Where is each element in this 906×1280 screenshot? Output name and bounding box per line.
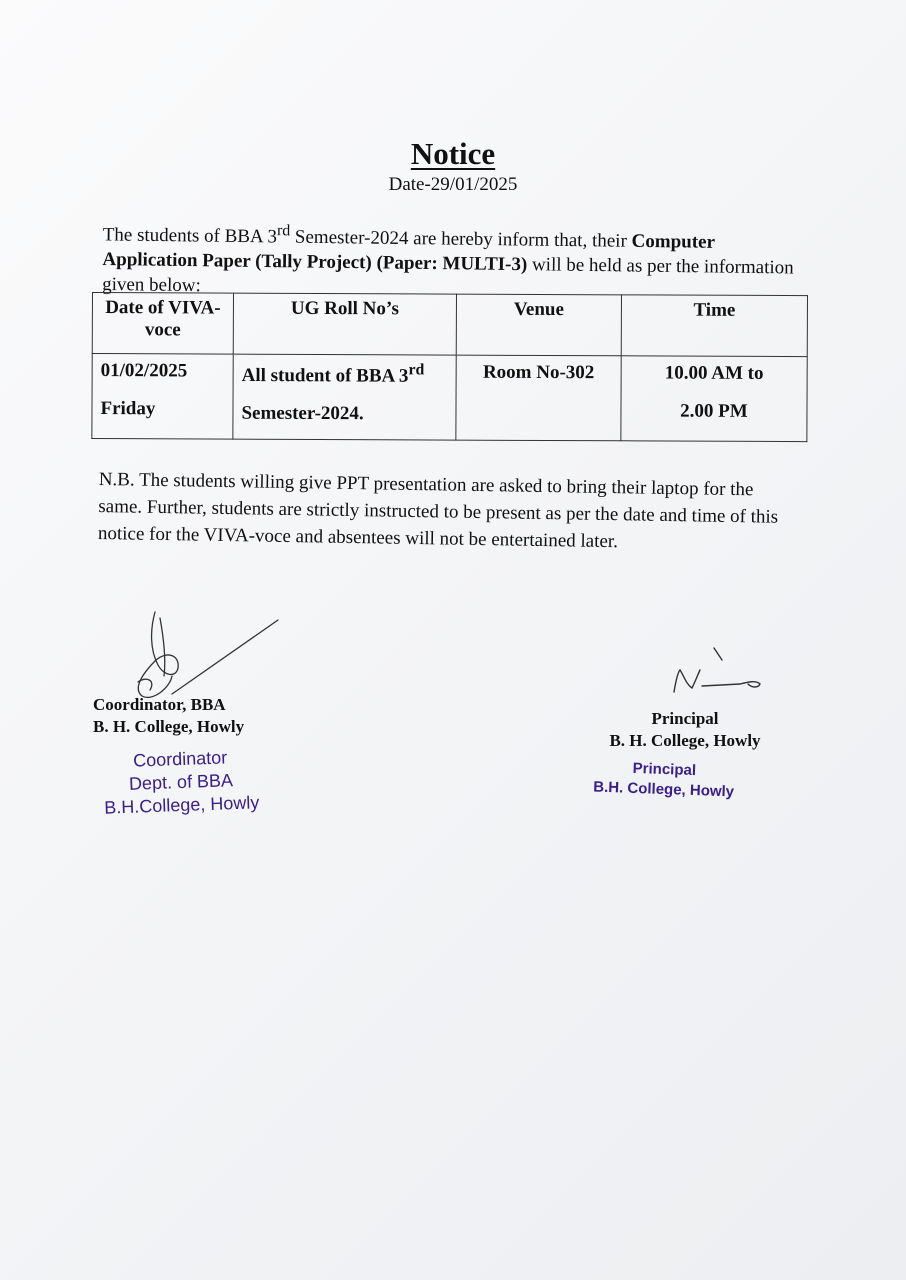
coordinator-college: B. H. College, Howly	[93, 717, 245, 736]
principal-college: B. H. College, Howly	[609, 731, 761, 750]
cell-roll-line2: Semester-2024.	[241, 402, 364, 425]
notice-date: Date-29/01/2025	[388, 174, 518, 195]
cell-roll-superscript: rd	[408, 361, 425, 379]
intro-text-3: will be held as per the information given below:	[102, 254, 794, 297]
notice-title: Notice	[410, 136, 496, 171]
header-time: Time	[621, 295, 807, 357]
coordinator-signature-icon	[138, 612, 278, 697]
cell-date-value: 01/02/2025	[100, 360, 188, 382]
intro-text-2: Semester-2024 are hereby inform that, their	[289, 226, 632, 252]
coordinator-stamp-line3: B.H.College, Howly	[103, 792, 260, 818]
intro-superscript: rd	[276, 222, 291, 240]
principal-stamp-line2: B.H. College, Howly	[592, 778, 735, 801]
coordinator-title: Coordinator, BBA	[93, 695, 226, 714]
coordinator-stamp	[91, 745, 271, 820]
principal-signature-icon	[674, 648, 760, 692]
cell-venue-value: Room No-302	[482, 361, 595, 384]
cell-time-line2: 2.00 PM	[680, 400, 748, 422]
coordinator-stamp-line1: Coordinator	[132, 747, 228, 771]
coordinator-signature-block	[93, 694, 244, 738]
principal-stamp	[583, 757, 744, 803]
cell-day-value: Friday	[100, 398, 156, 420]
header-date: Date of VIVA-voce	[92, 293, 233, 355]
intro-text-1: The students of BBA 3	[102, 224, 278, 248]
cell-roll-line1: All student of BBA 3	[241, 364, 409, 387]
header-venue: Venue	[456, 294, 621, 356]
principal-stamp-line1: Principal	[632, 759, 697, 780]
intro-paper-name: Computer Application Paper (Tally Project) (Paper: MULTI-3)	[102, 230, 715, 276]
nb-paragraph: N.B. The students willing give PPT presentation are asked to bring their laptop for the same. Further, students are strictly instructed to be present as per the date and time of this notice for the VIVA-voce and absentees will not be entertained later.	[97, 468, 779, 553]
principal-signature-block	[585, 708, 785, 752]
cell-time-line1: 10.00 AM to	[664, 362, 764, 384]
principal-title: Principal	[651, 709, 719, 728]
header-roll: UG Roll No’s	[233, 293, 456, 355]
coordinator-stamp-line2: Dept. of BBA	[128, 770, 234, 794]
